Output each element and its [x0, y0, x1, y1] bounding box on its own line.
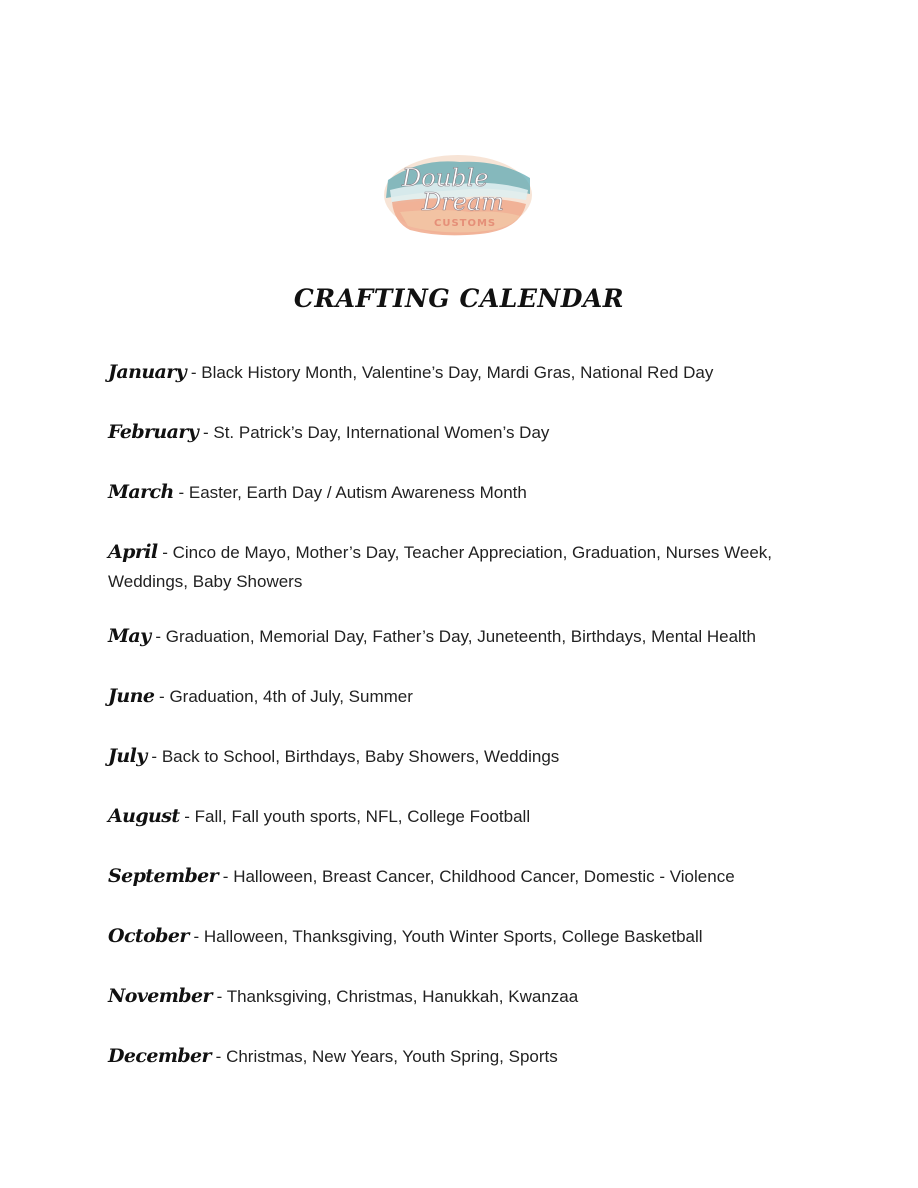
month-entry-april: [108, 538, 820, 596]
month-name: June: [108, 685, 155, 707]
month-name: April: [108, 541, 158, 563]
separator: -: [184, 807, 190, 826]
separator: -: [151, 747, 158, 766]
month-name: January: [108, 361, 187, 383]
month-entry-february: [108, 418, 820, 447]
separator: -: [215, 1047, 222, 1066]
separator: -: [202, 423, 209, 442]
month-events: Black History Month, Valentine’s Day, Mardi Gras, National Red Day: [201, 363, 714, 382]
month-entry-june: [108, 682, 820, 711]
brand-logo: [380, 150, 535, 240]
month-name: May: [108, 625, 151, 647]
month-events: Graduation, 4th of July, Summer: [169, 687, 413, 706]
month-events: Easter, Earth Day / Autism Awareness Month: [188, 483, 527, 502]
month-entry-october: [108, 922, 820, 951]
separator: -: [162, 543, 168, 562]
month-events: Thanksgiving, Christmas, Hanukkah, Kwanzaa: [226, 987, 579, 1006]
month-events: Halloween, Breast Cancer, Childhood Cancer, Domestic - Violence: [233, 867, 735, 886]
calendar-list: [108, 358, 820, 1071]
month-entry-january: [108, 358, 820, 387]
page-title: CRAFTING CALENDAR: [293, 284, 625, 313]
separator: -: [222, 867, 229, 886]
month-name: September: [108, 865, 219, 887]
separator: -: [190, 363, 197, 382]
logo-graphic: [380, 150, 535, 240]
logo-line3: CUSTOMS: [434, 218, 497, 229]
separator: -: [178, 483, 185, 502]
month-name: December: [108, 1045, 211, 1067]
month-name: August: [108, 805, 180, 827]
month-events: Back to School, Birthdays, Baby Showers, Weddings: [161, 747, 560, 766]
separator: -: [155, 627, 161, 646]
month-name: March: [108, 481, 174, 503]
month-events: Fall, Fall youth sports, NFL, College Football: [194, 807, 531, 826]
month-entry-november: [108, 982, 820, 1011]
month-name: July: [108, 745, 147, 767]
month-events: Graduation, Memorial Day, Father’s Day, Juneteenth, Birthdays, Mental Health: [165, 627, 756, 646]
month-entry-august: [108, 802, 820, 831]
separator: -: [216, 987, 223, 1006]
month-entry-march: [108, 478, 820, 507]
month-entry-may: [108, 622, 820, 651]
month-events: Christmas, New Years, Youth Spring, Sports: [226, 1047, 558, 1066]
month-name: February: [108, 421, 199, 443]
month-events: Halloween, Thanksgiving, Youth Winter Sports, College Basketball: [203, 927, 703, 946]
separator: -: [193, 927, 200, 946]
logo-line2: Dream: [422, 188, 504, 216]
logo-line1: Double: [402, 164, 489, 192]
month-name: November: [108, 985, 212, 1007]
month-events: St. Patrick’s Day, International Women’s Day: [213, 423, 550, 442]
month-entry-july: [108, 742, 820, 771]
month-entry-september: [108, 862, 820, 891]
month-events: Cinco de Mayo, Mother’s Day, Teacher Appreciation, Graduation, Nurses Week, Weddings, Baby Showers: [108, 543, 773, 591]
separator: -: [159, 687, 165, 706]
month-entry-december: [108, 1042, 820, 1071]
month-name: October: [108, 925, 189, 947]
